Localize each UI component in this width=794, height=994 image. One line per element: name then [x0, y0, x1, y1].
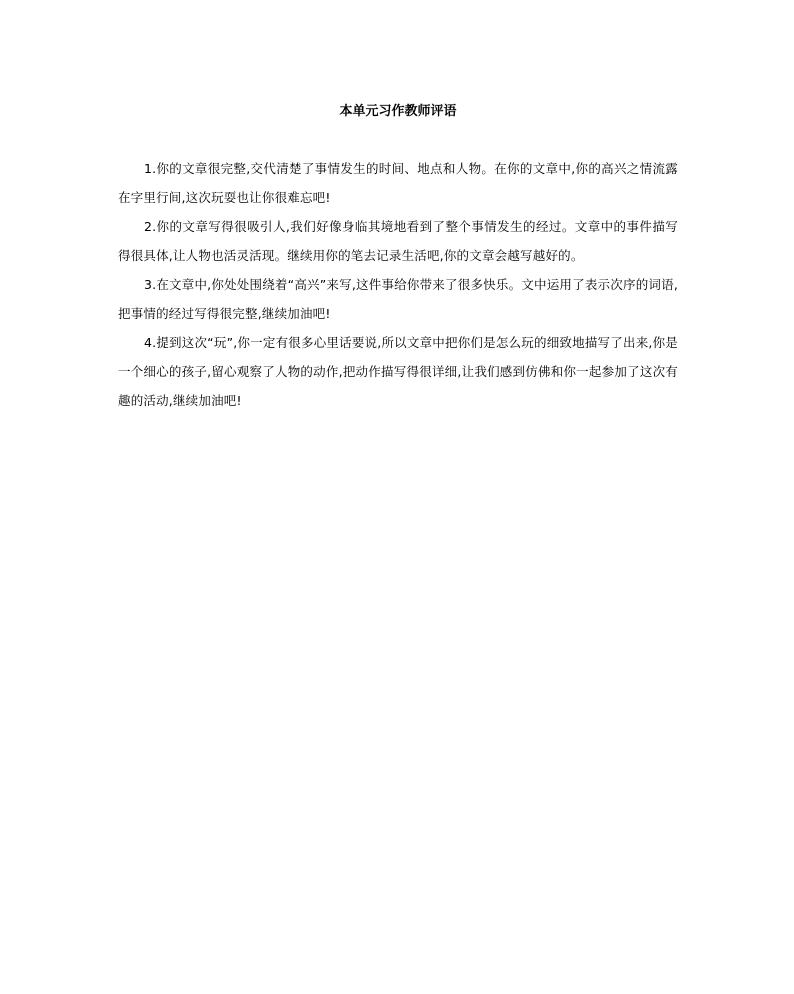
document-title: 本单元习作教师评语	[339, 104, 457, 119]
comment-paragraph-2: 2.你的文章写得很吸引人,我们好像身临其境地看到了整个事情发生的经过。文章中的事件描写得很具体,让人物也活灵活现。继续用你的笔去记录生活吧,你的文章会越写越好的。	[118, 219, 678, 263]
comment-paragraph-1: 1.你的文章很完整,交代清楚了事情发生的时间、地点和人物。在你的文章中,你的高兴之情流露在字里行间,这次玩耍也让你很难忘吧!	[118, 161, 678, 205]
comment-paragraph-3: 3.在文章中,你处处围绕着“高兴”来写,这件事给你带来了很多快乐。文中运用了表示次序的词语,把事情的经过写得很完整,继续加油吧!	[118, 277, 678, 321]
comment-paragraph-4: 4.提到这次“玩”,你一定有很多心里话要说,所以文章中把你们是怎么玩的细致地描写了出来,你是一个细心的孩子,留心观察了人物的动作,把动作描写得很详细,让我们感到仿佛和你一起参加了这次有趣的活动,继续加油吧!	[118, 335, 678, 408]
document-page	[118, 100, 678, 415]
